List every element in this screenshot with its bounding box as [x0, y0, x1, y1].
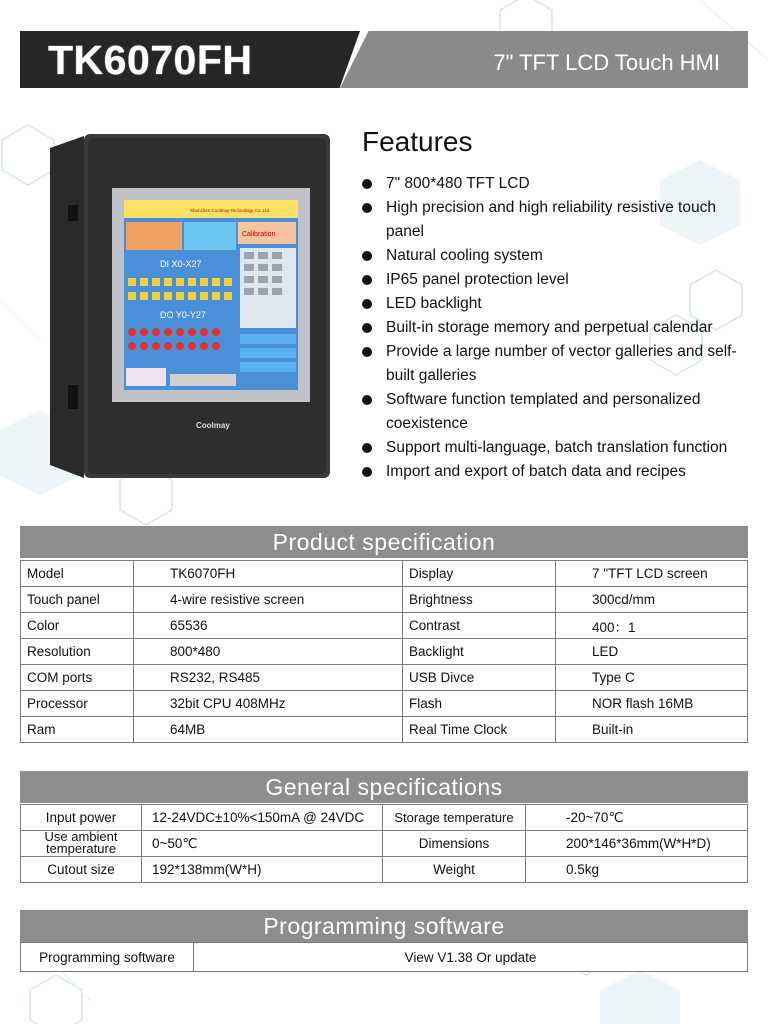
feature-item: Software function templated and personalized coexistence	[358, 388, 758, 436]
hmi-device-image	[50, 130, 330, 490]
spec-label: COM ports	[21, 665, 134, 691]
spec-label: Processor	[21, 691, 134, 717]
feature-item: Import and export of batch data and recipes	[358, 460, 758, 484]
spec-label: Real Time Clock	[403, 717, 556, 743]
spec-label: Brightness	[403, 587, 556, 613]
screen-company-text: Shenzhen Coolmay Technology Co.,Ltd	[190, 208, 269, 213]
bullet-icon	[362, 347, 372, 357]
spec-label: Use ambient temperature	[21, 831, 142, 857]
spec-label: Cutout size	[21, 857, 142, 883]
spec-label: Contrast	[403, 613, 556, 639]
table-row	[21, 831, 748, 857]
spec-value: 65536	[134, 613, 403, 639]
product-subtitle: 7" TFT LCD Touch HMI	[493, 50, 720, 75]
spec-value: NOR flash 16MB	[556, 691, 748, 717]
features-title: Features	[362, 126, 473, 157]
spec-value: 0~50℃	[142, 831, 383, 857]
programming-heading: Programming software	[20, 910, 748, 942]
spec-label: Display	[403, 561, 556, 587]
spec-value: 0.5kg	[526, 857, 748, 883]
bullet-icon	[362, 203, 372, 213]
table-row	[21, 691, 748, 717]
bullet-icon	[362, 323, 372, 333]
spec-value: View V1.38 Or update	[194, 943, 748, 972]
feature-item: Support multi-language, batch translation function	[358, 436, 758, 460]
spec-value: 4-wire resistive screen	[134, 587, 403, 613]
spec-value: 64MB	[134, 717, 403, 743]
spec-label: Programming software	[21, 943, 194, 972]
table-row	[21, 587, 748, 613]
spec-label: Touch panel	[21, 587, 134, 613]
spec-value: 300cd/mm	[556, 587, 748, 613]
table-row	[21, 943, 748, 972]
bullet-icon	[362, 275, 372, 285]
spec-label: Color	[21, 613, 134, 639]
spec-value: 800*480	[134, 639, 403, 665]
feature-item: Built-in storage memory and perpetual calendar	[358, 316, 758, 340]
bullet-icon	[362, 443, 372, 453]
spec-label: Flash	[403, 691, 556, 717]
feature-item: Natural cooling system	[358, 244, 758, 268]
feature-item: LED backlight	[358, 292, 758, 316]
general-spec-heading: General specifications	[20, 771, 748, 803]
feature-item: 7" 800*480 TFT LCD	[358, 172, 758, 196]
spec-value: 12-24VDC±10%<150mA @ 24VDC	[142, 805, 383, 831]
do-label: DO Y0-Y27	[160, 310, 206, 320]
spec-label: Ram	[21, 717, 134, 743]
spec-label: Model	[21, 561, 134, 587]
table-row	[21, 805, 748, 831]
spec-value: 32bit CPU 408MHz	[134, 691, 403, 717]
spec-label: Input power	[21, 805, 142, 831]
programming-table	[20, 942, 748, 972]
feature-item: High precision and high reliability resistive touch panel	[358, 196, 758, 244]
table-row	[21, 639, 748, 665]
spec-value: Type C	[556, 665, 748, 691]
product-spec-table	[20, 560, 748, 743]
spec-label: Backlight	[403, 639, 556, 665]
spec-value: 200*146*36mm(W*H*D)	[526, 831, 748, 857]
spec-value: Built-in	[556, 717, 748, 743]
spec-value: -20~70℃	[526, 805, 748, 831]
table-row	[21, 561, 748, 587]
spec-label: Dimensions	[383, 831, 526, 857]
table-row	[21, 857, 748, 883]
table-row	[21, 717, 748, 743]
bullet-icon	[362, 179, 372, 189]
product-spec-heading: Product specification	[20, 526, 748, 558]
feature-item: Provide a large number of vector galleries and self-built galleries	[358, 340, 758, 388]
spec-label: Storage temperature	[383, 805, 526, 831]
spec-label: Resolution	[21, 639, 134, 665]
spec-value: 400：1	[556, 613, 748, 639]
spec-label: USB Divce	[403, 665, 556, 691]
table-row	[21, 613, 748, 639]
spec-value: 192*138mm(W*H)	[142, 857, 383, 883]
di-label: DI X0-X27	[160, 259, 202, 269]
brand-logo: Coolmay	[196, 421, 230, 430]
bullet-icon	[362, 395, 372, 405]
model-title: TK6070FH	[48, 37, 253, 83]
features-list	[358, 172, 758, 484]
table-row	[21, 665, 748, 691]
feature-item: IP65 panel protection level	[358, 268, 758, 292]
bullet-icon	[362, 299, 372, 309]
spec-label: Weight	[383, 857, 526, 883]
bullet-icon	[362, 251, 372, 261]
spec-value: RS232, RS485	[134, 665, 403, 691]
bullet-icon	[362, 467, 372, 477]
spec-value: TK6070FH	[134, 561, 403, 587]
spec-value: 7 "TFT LCD screen	[556, 561, 748, 587]
general-spec-table	[20, 804, 748, 883]
calibration-label: Calibration	[242, 231, 276, 238]
spec-value: LED	[556, 639, 748, 665]
